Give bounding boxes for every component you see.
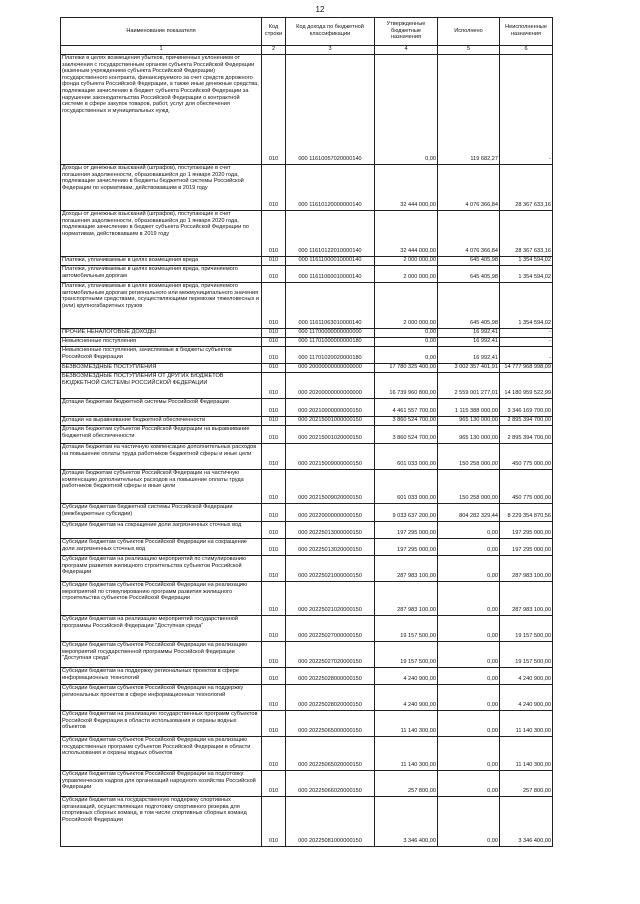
table-row <box>61 399 553 417</box>
column-number-row <box>61 46 553 55</box>
row-approved-amount: 2 000 000,00 <box>375 266 438 283</box>
row-line-code: 010 <box>262 685 286 711</box>
row-budget-code: 000 11611000010000140 <box>286 257 375 266</box>
header-line-code: Код строки <box>262 18 286 46</box>
row-approved-amount: 287 983 100,00 <box>375 582 438 616</box>
row-approved-amount: 0,00 <box>375 347 438 364</box>
row-unexecuted-amount: 28 367 633,16 <box>500 211 553 257</box>
row-budget-code: 000 11701000000000180 <box>286 338 375 347</box>
row-approved-amount: 4 461 557 700,00 <box>375 399 438 417</box>
row-executed-amount: 804 282 329,44 <box>438 504 500 522</box>
row-name: Субсидии бюджетам на реализацию мероприятий государственной программы Российской Федерации "Доступная среда" <box>61 616 262 642</box>
table-row <box>61 364 553 373</box>
row-unexecuted-amount: 257 800,00 <box>500 771 553 797</box>
row-executed-amount: 16 992,41 <box>438 329 500 338</box>
column-number: 4 <box>375 46 438 55</box>
table-row <box>61 685 553 711</box>
row-unexecuted-amount: 287 983 100,00 <box>500 556 553 582</box>
row-name: Субсидии бюджетам на реализацию государственных программ субъектов Российской Федерации в области использования и охраны водных объектов <box>61 711 262 737</box>
row-budget-code: 000 11610122010000140 <box>286 211 375 257</box>
row-line-code: 010 <box>262 266 286 283</box>
row-budget-code: 000 11611063010000140 <box>286 283 375 329</box>
row-budget-code: 000 20225013000000150 <box>286 522 375 539</box>
table-row <box>61 257 553 266</box>
row-unexecuted-amount: 197 295 000,00 <box>500 522 553 539</box>
row-executed-amount: 0,00 <box>438 668 500 685</box>
row-name: Платежи в целях возмещения убытков, причиненных уклонением от заключения с государственным органом субъекта Российской Федерации (казенным учреждением субъекта Российской Федерации) государственного контракта, финансируемого за счет средств дорожного фонда субъекта Российской Федерации, а также иные денежные средства, подлежащие зачислению в бюджет субъекта Российской Федерации за нарушение законодательства Российской Федерации о контрактной системе в сфере закупок товаров, работ, услуг для обеспечения государственных и муниципальных нужд <box>61 55 262 165</box>
table-row <box>61 771 553 797</box>
row-line-code: 010 <box>262 522 286 539</box>
row-line-code: 010 <box>262 582 286 616</box>
row-approved-amount: 19 157 500,00 <box>375 616 438 642</box>
row-approved-amount: 11 140 300,00 <box>375 711 438 737</box>
row-unexecuted-amount: 3 346 169 700,00 <box>500 399 553 417</box>
row-budget-code: 000 11610120000000140 <box>286 165 375 211</box>
row-line-code: 010 <box>262 444 286 470</box>
row-line-code: 010 <box>262 539 286 556</box>
row-approved-amount: 19 157 500,00 <box>375 642 438 668</box>
row-executed-amount: 0,00 <box>438 737 500 771</box>
table-row <box>61 504 553 522</box>
row-approved-amount: 32 444 000,00 <box>375 211 438 257</box>
column-number: 2 <box>262 46 286 55</box>
row-approved-amount: 9 033 637 200,00 <box>375 504 438 522</box>
column-number: 6 <box>500 46 553 55</box>
row-approved-amount: 197 295 000,00 <box>375 539 438 556</box>
row-unexecuted-amount: 14 180 959 522,99 <box>500 373 553 399</box>
row-unexecuted-amount: 11 140 300,00 <box>500 737 553 771</box>
table-row <box>61 616 553 642</box>
row-budget-code: 000 20225027000000150 <box>286 616 375 642</box>
page-number: 12 <box>315 5 325 14</box>
row-name: Невыясненные поступления <box>61 338 262 347</box>
row-budget-code: 000 20225066020000150 <box>286 771 375 797</box>
row-approved-amount: 2 000 000,00 <box>375 283 438 329</box>
table-row <box>61 417 553 426</box>
row-line-code: 010 <box>262 642 286 668</box>
row-approved-amount: 3 346 400,00 <box>375 797 438 847</box>
column-number: 1 <box>61 46 262 55</box>
row-executed-amount: 0,00 <box>438 771 500 797</box>
row-unexecuted-amount: 2 895 394 700,00 <box>500 417 553 426</box>
row-executed-amount: 0,00 <box>438 522 500 539</box>
row-budget-code: 000 11700000000000000 <box>286 329 375 338</box>
row-line-code: 010 <box>262 373 286 399</box>
row-unexecuted-amount: 3 346 400,00 <box>500 797 553 847</box>
row-unexecuted-amount: 2 895 394 700,00 <box>500 426 553 444</box>
row-name: Субсидии бюджетам субъектов Российской Федерации на поддержку региональных проектов в сфере информационных технологий <box>61 685 262 711</box>
table-row <box>61 329 553 338</box>
row-line-code: 010 <box>262 797 286 847</box>
row-budget-code: 000 20225021000000150 <box>286 556 375 582</box>
table-row <box>61 426 553 444</box>
table-row <box>61 470 553 504</box>
header-name: Наименование показателя <box>61 18 262 46</box>
row-name: Доходы от денежных взысканий (штрафов), поступающие в счет погашения задолженности, образовавшейся до 1 января 2020 года, подлежащие зачислению в бюджет субъекта Российской Федерации по нормативам, действовавшим в 2019 году <box>61 211 262 257</box>
row-name: Субсидии бюджетам субъектов Российской Федерации на реализацию государственных программ субъектов Российской Федерации в области использования и охраны водных объектов <box>61 737 262 771</box>
row-budget-code: 000 20225028020000150 <box>286 685 375 711</box>
row-name: ПРОЧИЕ НЕНАЛОГОВЫЕ ДОХОДЫ <box>61 329 262 338</box>
row-budget-code: 000 20215009000000150 <box>286 444 375 470</box>
row-executed-amount: 16 992,41 <box>438 338 500 347</box>
row-line-code: 010 <box>262 329 286 338</box>
row-line-code: 010 <box>262 616 286 642</box>
row-name: Субсидии бюджетам на государственную поддержку спортивных организаций, осуществляющих подготовку спортивного резерва для спортивных сборных команд, в том числе спортивных сборных команд Российской Федерации <box>61 797 262 847</box>
row-line-code: 010 <box>262 417 286 426</box>
row-approved-amount: 601 033 000,00 <box>375 470 438 504</box>
row-approved-amount: 257 800,00 <box>375 771 438 797</box>
row-budget-code: 000 11610057020000140 <box>286 55 375 165</box>
table-row <box>61 211 553 257</box>
row-approved-amount: 17 780 325 400,00 <box>375 364 438 373</box>
row-executed-amount: 0,00 <box>438 582 500 616</box>
row-executed-amount: 4 076 366,84 <box>438 211 500 257</box>
row-unexecuted-amount: 4 240 900,00 <box>500 685 553 711</box>
row-approved-amount: 4 240 900,00 <box>375 685 438 711</box>
table-body <box>61 55 553 847</box>
row-name: Дотации бюджетам бюджетной системы Российской Федерации <box>61 399 262 417</box>
row-name: Субсидии бюджетам субъектов Российской Федерации на сокращение доли загрязненных сточных вод <box>61 539 262 556</box>
row-budget-code: 000 20210000000000150 <box>286 399 375 417</box>
row-budget-code: 000 20225027020000150 <box>286 642 375 668</box>
row-unexecuted-amount: 19 157 500,00 <box>500 616 553 642</box>
row-unexecuted-amount: - <box>500 55 553 165</box>
row-unexecuted-amount: 14 777 968 998,09 <box>500 364 553 373</box>
row-unexecuted-amount: - <box>500 329 553 338</box>
row-name: Невыясненные поступления, зачисляемые в бюджеты субъектов Российской Федерации <box>61 347 262 364</box>
row-approved-amount: 11 140 300,00 <box>375 737 438 771</box>
row-unexecuted-amount: 287 983 100,00 <box>500 582 553 616</box>
row-name: Субсидии бюджетам на реализацию мероприятий по стимулированию программ развития жилищного строительства субъектов Российской Федерации <box>61 556 262 582</box>
row-approved-amount: 3 860 524 700,00 <box>375 426 438 444</box>
row-budget-code: 000 11701020020000180 <box>286 347 375 364</box>
row-approved-amount: 601 033 000,00 <box>375 444 438 470</box>
row-executed-amount: 645 405,98 <box>438 257 500 266</box>
row-name: Дотации бюджетам субъектов Российской Федерации на выравнивание бюджетной обеспеченности <box>61 426 262 444</box>
row-budget-code: 000 20225081000000150 <box>286 797 375 847</box>
row-executed-amount: 0,00 <box>438 642 500 668</box>
row-approved-amount: 0,00 <box>375 329 438 338</box>
table-row <box>61 266 553 283</box>
row-name: Субсидии бюджетам субъектов Российской Федерации на реализацию мероприятий государственной программы Российской Федерации "Доступная среда" <box>61 642 262 668</box>
row-unexecuted-amount: 450 775 000,00 <box>500 470 553 504</box>
row-name: Платежи, уплачиваемые в целях возмещения вреда, причиняемого автомобильным дорогам регионального или межмуниципального значения транспортными средствами, осуществляющими перевозки тяжеловесных и (или) крупногабаритных грузов <box>61 283 262 329</box>
row-name: Дотации бюджетам на частичную компенсацию дополнительных расходов на повышение оплаты труда работников бюджетной сферы и иные цели <box>61 444 262 470</box>
header-unexecuted: Неисполненные назначения <box>500 18 553 46</box>
row-executed-amount: 0,00 <box>438 797 500 847</box>
header-executed: Исполнено <box>438 18 500 46</box>
row-line-code: 010 <box>262 668 286 685</box>
row-name: Субсидии бюджетам субъектов Российской Федерации на реализацию мероприятий по стимулированию программ развития жилищного строительства субъектов Российской Федерации <box>61 582 262 616</box>
table-row <box>61 283 553 329</box>
row-unexecuted-amount: 4 240 900,00 <box>500 668 553 685</box>
row-name: БЕЗВОЗМЕЗДНЫЕ ПОСТУПЛЕНИЯ ОТ ДРУГИХ БЮДЖЕТОВ БЮДЖЕТНОЙ СИСТЕМЫ РОССИЙСКОЙ ФЕДЕРАЦИИ <box>61 373 262 399</box>
row-unexecuted-amount: 197 295 000,00 <box>500 539 553 556</box>
row-line-code: 010 <box>262 771 286 797</box>
row-budget-code: 000 20225021020000150 <box>286 582 375 616</box>
row-line-code: 010 <box>262 399 286 417</box>
row-line-code: 010 <box>262 504 286 522</box>
row-name: БЕЗВОЗМЕЗДНЫЕ ПОСТУПЛЕНИЯ <box>61 364 262 373</box>
row-unexecuted-amount: 28 367 633,16 <box>500 165 553 211</box>
row-line-code: 010 <box>262 165 286 211</box>
row-executed-amount: 0,00 <box>438 616 500 642</box>
row-approved-amount: 32 444 000,00 <box>375 165 438 211</box>
row-budget-code: 000 20225065000000150 <box>286 711 375 737</box>
table-row <box>61 711 553 737</box>
row-executed-amount: 119 682,27 <box>438 55 500 165</box>
row-approved-amount: 0,00 <box>375 55 438 165</box>
row-unexecuted-amount: - <box>500 338 553 347</box>
row-line-code: 010 <box>262 737 286 771</box>
row-line-code: 010 <box>262 711 286 737</box>
row-executed-amount: 150 258 000,00 <box>438 444 500 470</box>
table-row <box>61 556 553 582</box>
row-unexecuted-amount: 1 354 594,02 <box>500 257 553 266</box>
row-executed-amount: 645 405,98 <box>438 266 500 283</box>
row-line-code: 010 <box>262 347 286 364</box>
revenue-table <box>60 17 553 847</box>
row-line-code: 010 <box>262 556 286 582</box>
row-approved-amount: 0,00 <box>375 338 438 347</box>
table-row <box>61 347 553 364</box>
row-executed-amount: 965 130 000,00 <box>438 426 500 444</box>
row-unexecuted-amount: 450 775 000,00 <box>500 444 553 470</box>
row-executed-amount: 16 992,41 <box>438 347 500 364</box>
row-budget-code: 000 20215009020000150 <box>286 470 375 504</box>
column-number: 5 <box>438 46 500 55</box>
row-executed-amount: 645 405,98 <box>438 283 500 329</box>
row-line-code: 010 <box>262 283 286 329</box>
row-unexecuted-amount: 1 354 594,02 <box>500 283 553 329</box>
row-budget-code: 000 20225028000000150 <box>286 668 375 685</box>
row-budget-code: 000 11611060010000140 <box>286 266 375 283</box>
row-approved-amount: 4 240 900,00 <box>375 668 438 685</box>
row-budget-code: 000 20215001000000150 <box>286 417 375 426</box>
row-executed-amount: 4 076 366,84 <box>438 165 500 211</box>
table-row <box>61 373 553 399</box>
row-executed-amount: 1 115 388 000,00 <box>438 399 500 417</box>
table-row <box>61 522 553 539</box>
column-number: 3 <box>286 46 375 55</box>
row-approved-amount: 2 000 000,00 <box>375 257 438 266</box>
row-line-code: 010 <box>262 426 286 444</box>
table-row <box>61 444 553 470</box>
table-row <box>61 165 553 211</box>
row-approved-amount: 197 295 000,00 <box>375 522 438 539</box>
row-line-code: 010 <box>262 257 286 266</box>
row-executed-amount: 0,00 <box>438 711 500 737</box>
header-budget-code: Код дохода по бюджетной классификации <box>286 18 375 46</box>
row-executed-amount: 965 130 000,00 <box>438 417 500 426</box>
header-approved: Утвержденные бюджетные назначения <box>375 18 438 46</box>
row-line-code: 010 <box>262 338 286 347</box>
table-row <box>61 668 553 685</box>
row-budget-code: 000 20215001020000150 <box>286 426 375 444</box>
row-executed-amount: 150 258 000,00 <box>438 470 500 504</box>
row-name: Доходы от денежных взысканий (штрафов), поступающие в счет погашения задолженности, образовавшейся до 1 января 2020 года, подлежащие зачислению в бюджеты бюджетной системы Российской Федерации по нормативам, действовавшим в 2019 году <box>61 165 262 211</box>
row-budget-code: 000 20220000000000150 <box>286 504 375 522</box>
row-executed-amount: 0,00 <box>438 556 500 582</box>
table-row <box>61 737 553 771</box>
row-approved-amount: 3 860 524 700,00 <box>375 417 438 426</box>
row-name: Субсидии бюджетам бюджетной системы Российской Федерации (межбюджетные субсидии) <box>61 504 262 522</box>
row-budget-code: 000 20000000000000000 <box>286 364 375 373</box>
table-row <box>61 642 553 668</box>
row-name: Субсидии бюджетам на поддержку региональных проектов в сфере информационных технологий <box>61 668 262 685</box>
row-budget-code: 000 20200000000000000 <box>286 373 375 399</box>
row-executed-amount: 0,00 <box>438 539 500 556</box>
header-row <box>61 18 553 46</box>
row-line-code: 010 <box>262 364 286 373</box>
row-unexecuted-amount: 8 229 354 870,56 <box>500 504 553 522</box>
row-unexecuted-amount: - <box>500 347 553 364</box>
table-row <box>61 55 553 165</box>
row-name: Субсидии бюджетам на сокращение доли загрязненных сточных вод <box>61 522 262 539</box>
row-executed-amount: 2 559 001 277,01 <box>438 373 500 399</box>
row-line-code: 010 <box>262 211 286 257</box>
row-name: Дотации на выравнивание бюджетной обеспеченности <box>61 417 262 426</box>
row-line-code: 010 <box>262 55 286 165</box>
table-row <box>61 338 553 347</box>
table-row <box>61 797 553 847</box>
table-row <box>61 582 553 616</box>
row-executed-amount: 3 002 357 401,91 <box>438 364 500 373</box>
row-name: Платежи, уплачиваемые в целях возмещения вреда, причиняемого автомобильным дорогам <box>61 266 262 283</box>
row-line-code: 010 <box>262 470 286 504</box>
row-budget-code: 000 20225013020000150 <box>286 539 375 556</box>
table-row <box>61 539 553 556</box>
row-unexecuted-amount: 1 354 594,02 <box>500 266 553 283</box>
row-unexecuted-amount: 11 140 300,00 <box>500 711 553 737</box>
row-unexecuted-amount: 19 157 500,00 <box>500 642 553 668</box>
row-name: Субсидии бюджетам субъектов Российской Федерации на подготовку управленческих кадров для организаций народного хозяйства Российской Федерации <box>61 771 262 797</box>
row-approved-amount: 287 983 100,00 <box>375 556 438 582</box>
row-name: Платежи, уплачиваемые в целях возмещения вреда <box>61 257 262 266</box>
row-executed-amount: 0,00 <box>438 685 500 711</box>
row-budget-code: 000 20225065020000150 <box>286 737 375 771</box>
row-approved-amount: 16 739 960 800,00 <box>375 373 438 399</box>
row-name: Дотации бюджетам субъектов Российской Федерации на частичную компенсацию дополнительных расходов на повышение оплаты труда работников бюджетной сферы и иные цели <box>61 470 262 504</box>
